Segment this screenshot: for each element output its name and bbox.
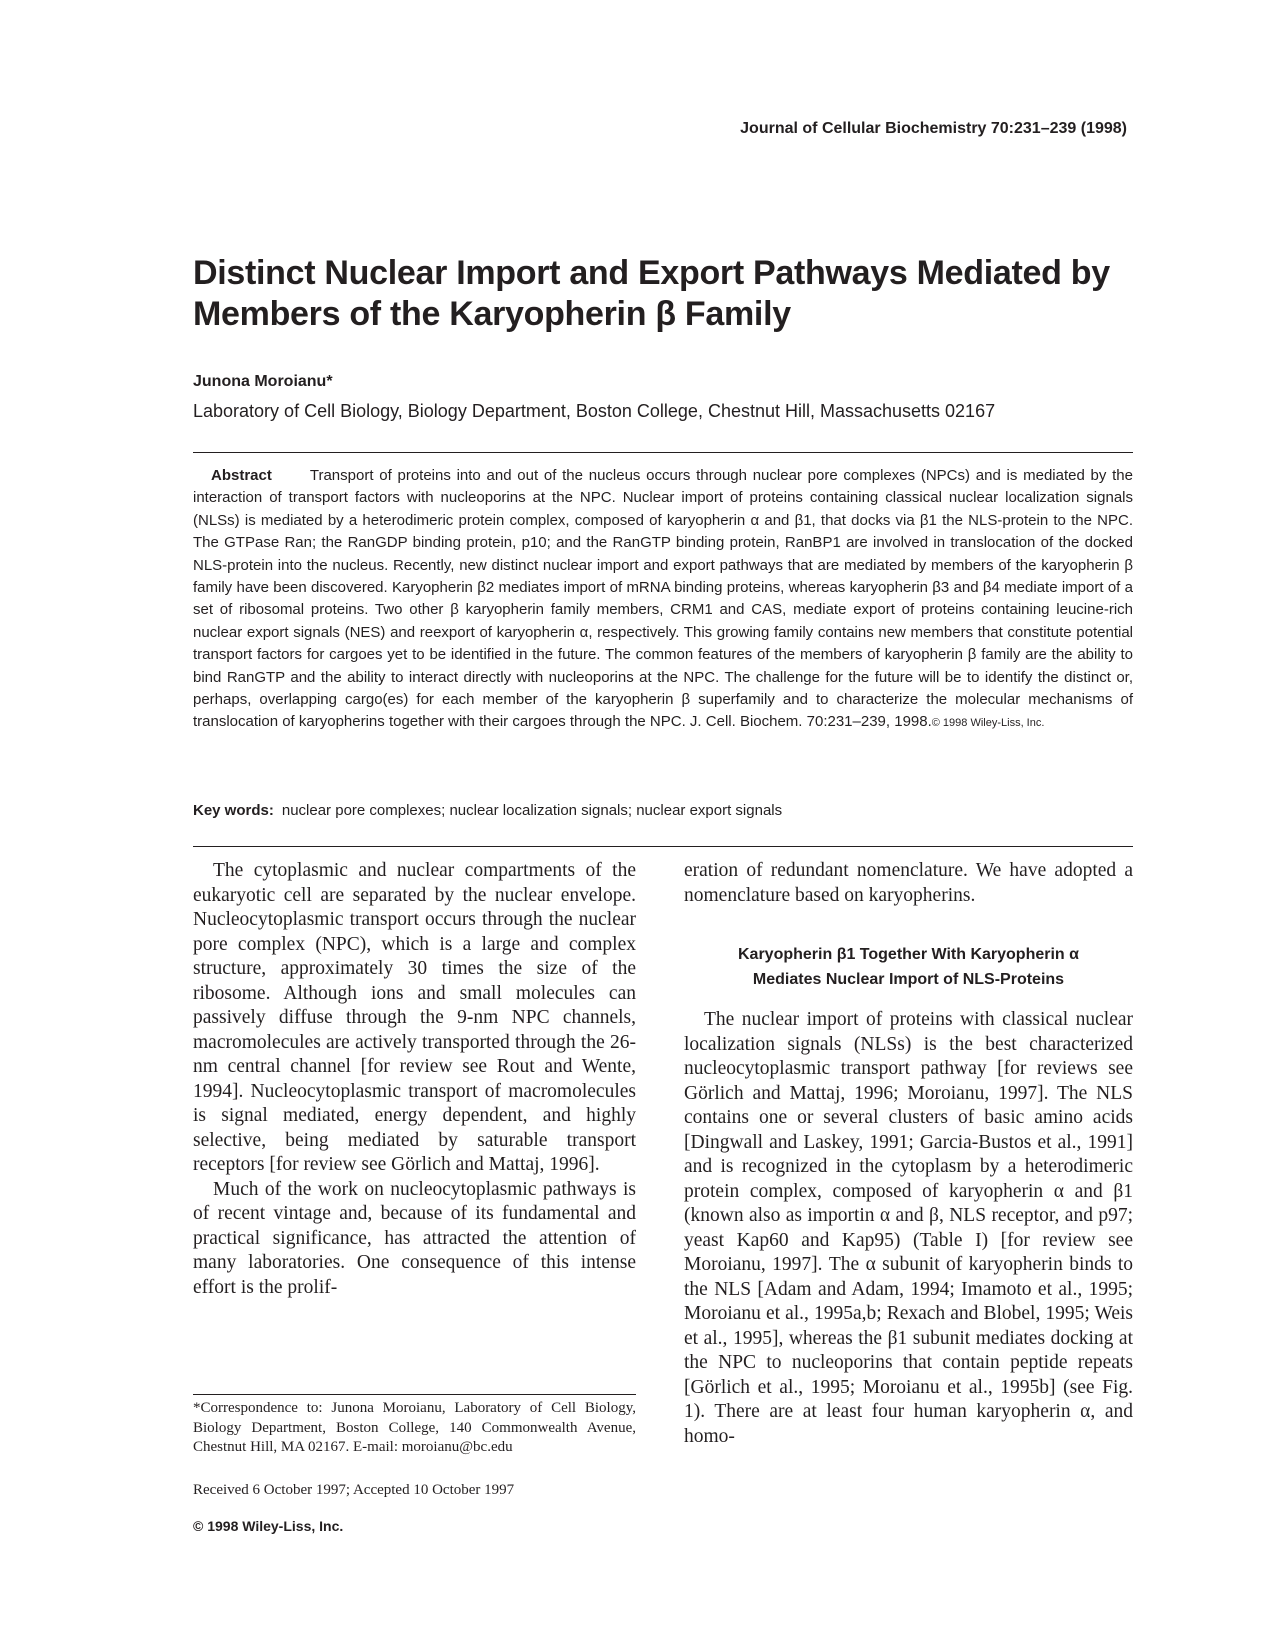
author-name: Junona Moroianu* — [193, 373, 333, 390]
abstract-copyright: © 1998 Wiley-Liss, Inc. — [931, 717, 1045, 730]
abstract-label: Abstract — [211, 467, 272, 484]
body-column-right — [684, 859, 1133, 1449]
journal-citation: Journal of Cellular Biochemistry 70:231–239 (1998) — [740, 120, 1127, 137]
body-paragraph: Much of the work on nucleocytoplasmic pathways is of recent vintage and, because of its fundamental and practical significance, has attracted the attention of many laboratories. One consequence of this intense effort is the prolif- — [193, 1178, 636, 1298]
abstract-text: Transport of proteins into and out of the nucleus occurs through nuclear pore complexes (NPCs) and is mediated by the interaction of transport factors with nucleoporins at the NPC. Nuclear import of proteins containing classical nuclear localization signals (NLSs) is mediated by a heterodimeric protein complex, composed of karyopherin α and β1, that docks via β1 the NLS-protein to the NPC. The GTPase Ran; the RanGDP binding protein, p10; and the RanGTP binding protein, RanBP1 are involved in translocation of the docked NLS-protein into the nucleus. Recently, new distinct nuclear import and export pathways that are mediated by members of the karyopherin β family have been discovered. Karyopherin β2 mediates import of mRNA binding proteins, whereas karyopherin β3 and β4 mediate import of a set of ribosomal proteins. Two other β karyopherin family members, CRM1 and CAS, mediate export of proteins containing leucine-rich nuclear export signals (NES) and reexport of karyopherin α, respectively. This growing family contains new members that constitute potential transport factors for cargoes yet to be identified in the future. The common features of the members of karyopherin β family are the ability to bind RanGTP and the ability to interact directly with nucleoporins at the NPC. The challenge for the future will be to identify the distinct or, perhaps, overlapping cargo(es) for each member of the karyopherin β superfamily and to characterize the molecular mechanisms of translocation of karyopherins together with their cargoes through the NPC. J. Cell. Biochem. 70:231–239, 1998. — [193, 467, 1133, 731]
abstract-bottom-divider — [193, 846, 1133, 847]
received-dates: Received 6 October 1997; Accepted 10 October 1997 — [193, 1482, 515, 1498]
abstract — [193, 465, 1133, 735]
abstract-top-divider — [193, 452, 1133, 453]
body-paragraph: The nuclear import of proteins with classical nuclear localization signals (NLSs) is the best characterized nucleocytoplasmic transport pathway [for reviews see Görlich and Mattaj, 1996; Moroianu, 1997]. The NLS contains one or several clusters of basic amino acids [Dingwall and Laskey, 1991; Garcia-Bustos et al., 1991] and is recognized in the cytoplasm by a heterodimeric protein complex, composed of karyopherin α and β1 (known also as importin α and β, NLS receptor, and p97; yeast Kap60 and Kap95) (Table I) [for review see Moroianu, 1997]. The α subunit of karyopherin binds to the NLS [Adam and Adam, 1994; Imamoto et al., 1995; Moroianu et al., 1995a,b; Rexach and Blobel, 1995; Weis et al., 1995], whereas the β1 subunit mediates docking at the NPC to nucleoporins that contain peptide repeats [Görlich et al., 1995; Moroianu et al., 1995b] (see Fig. 1). There are at least four human karyopherin α, and homo- — [684, 1009, 1133, 1447]
section-heading-line: Karyopherin β1 Together With Karyopherin α — [738, 946, 1079, 963]
keywords-label: Key words: — [193, 802, 274, 819]
section-heading-line: Mediates Nuclear Import of NLS-Proteins — [752, 971, 1065, 988]
author-affiliation: Laboratory of Cell Biology, Biology Department, Boston College, Chestnut Hill, Massachusetts 02167 — [193, 401, 996, 421]
publisher-copyright: © 1998 Wiley-Liss, Inc. — [193, 1518, 344, 1534]
body-paragraph-continuation: eration of redundant nomenclature. We have adopted a nomenclature based on karyopherins. — [684, 860, 1133, 906]
footnote-divider — [193, 1394, 636, 1395]
correspondence-footnote: *Correspondence to: Junona Moroianu, Laboratory of Cell Biology, Biology Department, Boston College, 140 Commonwealth Avenue, Chestnut Hill, MA 02167. E-mail: moroianu@bc.edu — [193, 1400, 636, 1455]
keywords — [193, 802, 782, 819]
section-heading — [684, 942, 1133, 992]
article-title: Distinct Nuclear Import and Export Pathways Mediated by Members of the Karyopherin β Family — [193, 254, 1110, 333]
keywords-text: nuclear pore complexes; nuclear localization signals; nuclear export signals — [281, 802, 783, 819]
body-paragraph: The cytoplasmic and nuclear compartments of the eukaryotic cell are separated by the nuclear envelope. Nucleocytoplasmic transport occurs through the nuclear pore complex (NPC), which is a large and complex structure, approximately 30 times the size of the ribosome. Although ions and small molecules can passively diffuse through the 9-nm NPC channels, macromolecules are actively transported through the 26-nm central channel [for review see Rout and Wente, 1994]. Nucleocytoplasmic transport of macromolecules is signal mediated, energy dependent, and highly selective, being mediated by saturable transport receptors [for review see Görlich and Mattaj, 1996]. — [193, 860, 636, 1175]
body-column-left — [193, 859, 636, 1300]
